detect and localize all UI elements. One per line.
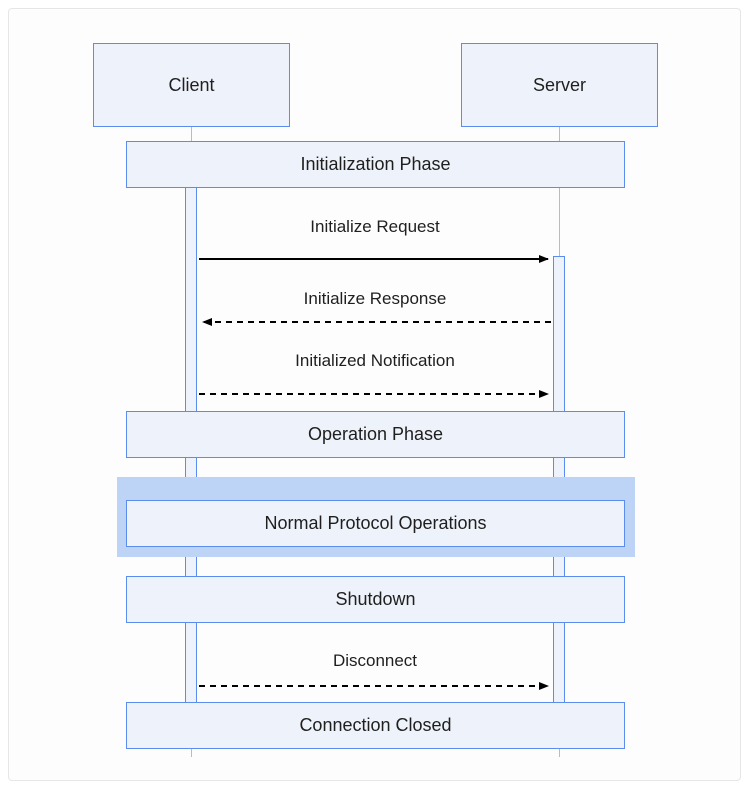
phase-label-connection-closed: Connection Closed — [299, 715, 452, 735]
message-text-initialize-response: Initialize Response — [303, 289, 447, 308]
phase-bar-normal-operations[interactable] — [126, 500, 625, 547]
message-label-initialized-notification — [197, 351, 553, 371]
phase-label-shutdown: Shutdown — [335, 589, 416, 609]
participant-client[interactable] — [93, 43, 290, 127]
message-text-initialize-request: Initialize Request — [310, 217, 440, 236]
phase-label-operation: Operation Phase — [307, 424, 444, 444]
phase-label-normal-operations: Normal Protocol Operations — [264, 513, 487, 533]
participant-server[interactable] — [461, 43, 658, 127]
message-text-disconnect: Disconnect — [332, 651, 418, 670]
phase-bar-shutdown[interactable] — [126, 576, 625, 623]
message-label-disconnect — [197, 651, 553, 671]
phase-bar-operation[interactable] — [126, 411, 625, 458]
participant-server-label: Server — [532, 74, 586, 95]
message-label-initialize-response — [197, 289, 553, 309]
message-label-initialize-request — [197, 217, 553, 237]
participant-client-label: Client — [168, 74, 215, 95]
phase-bar-initialization[interactable] — [126, 141, 625, 188]
phase-label-initialization: Initialization Phase — [300, 154, 451, 174]
message-text-initialized-notification: Initialized Notification — [295, 351, 455, 370]
phase-bar-connection-closed[interactable] — [126, 702, 625, 749]
